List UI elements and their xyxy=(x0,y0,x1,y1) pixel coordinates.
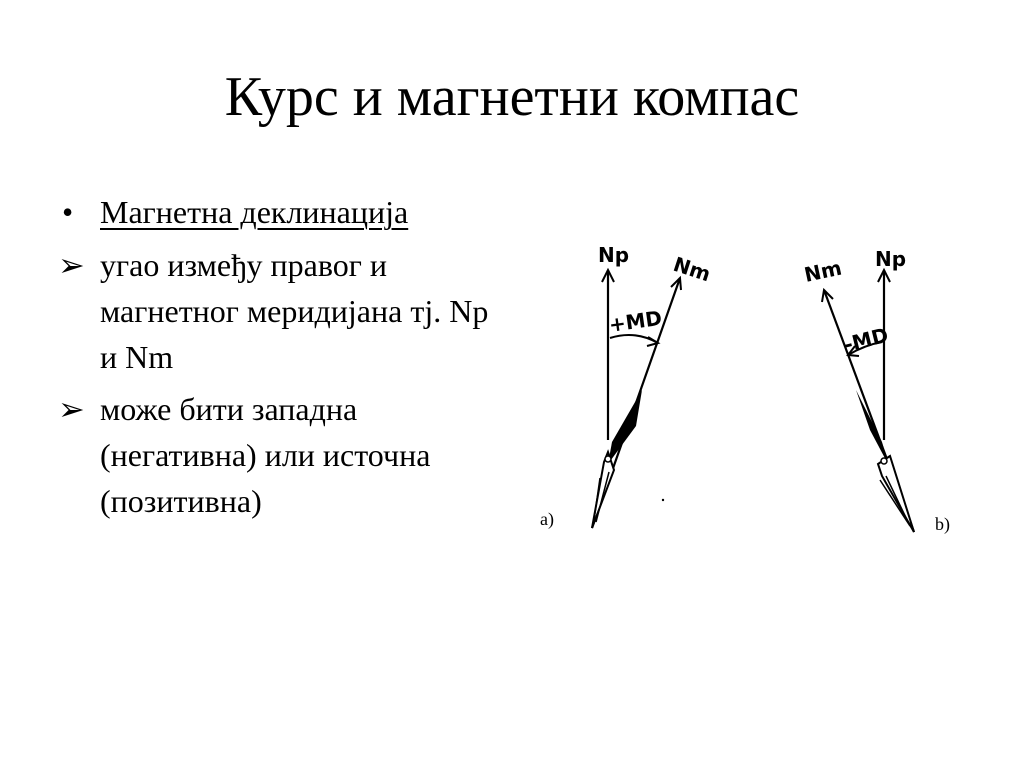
bullet-list xyxy=(58,188,498,524)
diagram-a xyxy=(540,243,714,530)
arrow-bullet-icon: ➢ xyxy=(58,247,85,283)
bullet-text: Магнетна деклинација xyxy=(100,194,409,230)
stray-dot xyxy=(662,499,664,501)
bullet-text: угао између правог и магнетног меридијана тј. Np и Nm xyxy=(100,247,489,375)
magnetic-north-label: Nm xyxy=(670,251,714,287)
declination-label: +MD xyxy=(607,305,664,337)
magnetic-north-label: Nm xyxy=(802,255,844,287)
compass-pivot xyxy=(605,456,611,462)
true-north-label: Np xyxy=(875,247,907,271)
slide-title: Курс и магнетни компас xyxy=(224,66,800,128)
compass-needle-dark xyxy=(608,390,642,464)
arrow-bullet-icon: ➢ xyxy=(58,391,85,427)
diagram-b xyxy=(802,247,950,535)
figure-caption-b: b) xyxy=(935,514,950,534)
figure-caption-a: a) xyxy=(540,509,554,529)
declination-diagram xyxy=(530,230,970,540)
bullet-item-west-east xyxy=(58,386,498,524)
declination-label: -MD xyxy=(841,322,891,357)
bullet-text: може бити западна (негативна) или источна (позитивна) xyxy=(100,391,431,519)
compass-pivot xyxy=(881,458,887,464)
bullet-dot-icon: • xyxy=(62,194,74,230)
true-north-label: Np xyxy=(598,243,630,267)
bullet-item-magnetic-declination xyxy=(58,188,498,236)
bullet-item-angle-definition xyxy=(58,242,498,380)
compass-needle-light xyxy=(592,452,614,528)
compass-needle-light xyxy=(878,456,914,532)
